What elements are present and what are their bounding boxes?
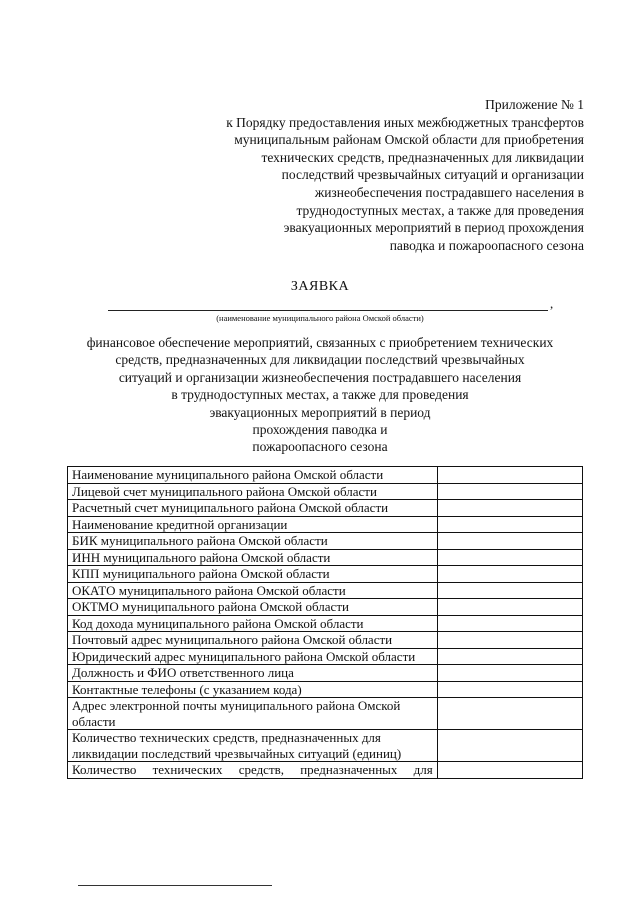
row-label: Должность и ФИО ответственного лица <box>68 665 438 682</box>
row-value-cell[interactable] <box>437 549 582 566</box>
row-value-cell[interactable] <box>437 665 582 682</box>
row-label: Лицевой счет муниципального района Омской области <box>68 483 438 500</box>
row-label: ОКАТО муниципального района Омской области <box>68 582 438 599</box>
table-row <box>68 698 583 730</box>
table-row <box>68 566 583 583</box>
footnote-separator <box>78 885 272 886</box>
row-value-cell[interactable] <box>437 500 582 517</box>
row-label: Юридический адрес муниципального района Омской области <box>68 648 438 665</box>
purpose-line: ситуаций и организации жизнеобеспечения пострадавшего населения <box>118 369 522 385</box>
table-row <box>68 533 583 550</box>
row-value-cell[interactable] <box>437 467 582 484</box>
row-value-cell[interactable] <box>437 533 582 550</box>
row-label: ОКТМО муниципального района Омской области <box>68 599 438 616</box>
row-value-cell[interactable] <box>437 698 582 730</box>
table-row <box>68 516 583 533</box>
requisites-table <box>67 466 583 779</box>
table-row <box>68 483 583 500</box>
appendix-line: эвакуационных мероприятий в период прохождения <box>283 220 584 236</box>
appendix-line: Приложение № 1 <box>485 97 584 112</box>
row-value-cell[interactable] <box>437 483 582 500</box>
table-row <box>68 730 583 762</box>
request-purpose <box>0 334 640 456</box>
row-label: Адрес электронной почты муниципального района Омской области <box>68 698 438 730</box>
row-value-cell[interactable] <box>437 615 582 632</box>
row-label: Код дохода муниципального района Омской области <box>68 615 438 632</box>
table-row <box>68 467 583 484</box>
row-value-cell[interactable] <box>437 582 582 599</box>
row-label: Количество технических средств, предназначенных для ликвидации последствий чрезвычайных ситуаций (единиц) <box>68 730 438 762</box>
appendix-line: жизнеобеспечения пострадавшего населения в <box>314 184 584 200</box>
district-name-blank[interactable] <box>108 310 548 311</box>
row-label: БИК муниципального района Омской области <box>68 533 438 550</box>
purpose-line: в труднодоступных местах, а также для проведения <box>171 387 469 403</box>
document-title: ЗАЯВКА <box>290 279 350 294</box>
appendix-line: муниципальным районам Омской области для приобретения <box>234 132 584 148</box>
row-label: Почтовый адрес муниципального района Омской области <box>68 632 438 649</box>
row-value-cell[interactable] <box>437 730 582 762</box>
purpose-line: прохождения паводка и <box>252 422 388 438</box>
purpose-line: финансовое обеспечение мероприятий, связанных с приобретением технических <box>86 335 554 350</box>
table-row <box>68 599 583 616</box>
purpose-line: эвакуационных мероприятий в период <box>209 404 431 420</box>
row-label: Расчетный счет муниципального района Омской области <box>68 500 438 517</box>
appendix-header <box>164 96 584 254</box>
row-value-cell[interactable] <box>437 599 582 616</box>
row-value-cell[interactable] <box>437 762 582 779</box>
table-row <box>68 632 583 649</box>
row-value-cell[interactable] <box>437 516 582 533</box>
table-row <box>68 615 583 632</box>
appendix-line: последствий чрезвычайных ситуаций и организации <box>281 167 584 183</box>
table-row <box>68 762 583 779</box>
appendix-line: технических средств, предназначенных для ликвидации <box>261 149 584 165</box>
table-row <box>68 681 583 698</box>
row-label: Наименование муниципального района Омской области <box>68 467 438 484</box>
table-row <box>68 582 583 599</box>
row-label: КПП муниципального района Омской области <box>68 566 438 583</box>
purpose-line: средств, предназначенных для ликвидации последствий чрезвычайных <box>115 352 525 368</box>
table-row <box>68 665 583 682</box>
blank-caption: (наименование муниципального района Омской области) <box>216 313 424 323</box>
row-value-cell[interactable] <box>437 681 582 698</box>
row-label: Контактные телефоны (с указанием кода) <box>68 681 438 698</box>
row-value-cell[interactable] <box>437 566 582 583</box>
table-row <box>68 500 583 517</box>
purpose-line: пожароопасного сезона <box>252 439 388 455</box>
appendix-line: к Порядку предоставления иных межбюджетных трансфертов <box>226 114 584 130</box>
appendix-line: паводка и пожароопасного сезона <box>389 237 584 253</box>
row-label: Количество технических средств, предназначенных для <box>68 762 438 779</box>
table-row <box>68 549 583 566</box>
table-row <box>68 648 583 665</box>
appendix-line: труднодоступных местах, а также для проведения <box>296 202 584 218</box>
row-label: Наименование кредитной организации <box>68 516 438 533</box>
blank-comma: , <box>550 296 554 311</box>
row-label: ИНН муниципального района Омской области <box>68 549 438 566</box>
row-value-cell[interactable] <box>437 632 582 649</box>
row-value-cell[interactable] <box>437 648 582 665</box>
